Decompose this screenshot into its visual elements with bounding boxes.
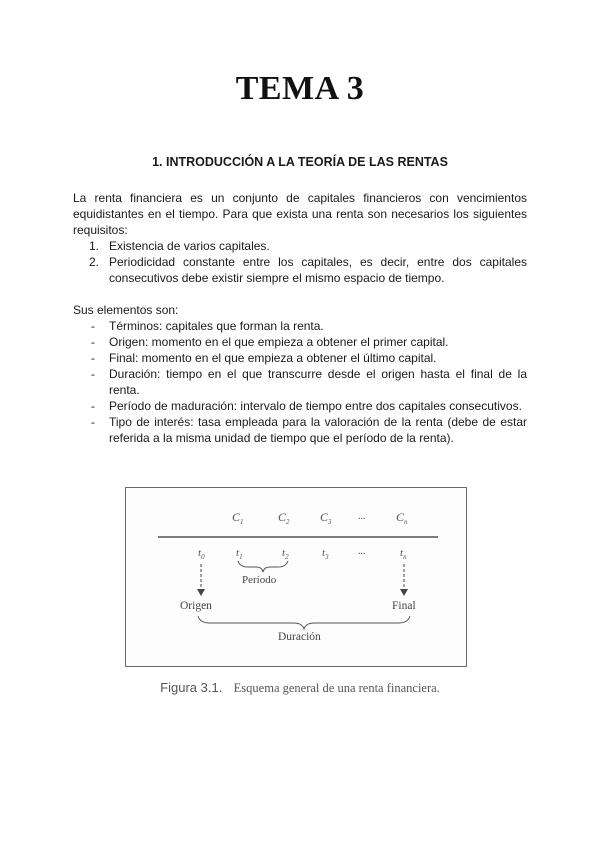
time-t2: $t_2$ [282, 547, 289, 561]
bullet-dash: - [91, 319, 95, 333]
origen-arrow-head [197, 589, 205, 596]
bullet-dash: - [91, 335, 95, 349]
origen-label: Origen [180, 600, 212, 612]
time-t3: $t_3$ [322, 547, 329, 561]
list-item [73, 398, 527, 414]
requirements-list [73, 238, 527, 286]
list-item-text: Periodicidad constante entre los capitales, es decir, entre dos capitales consecutivos debe existir siempre el mismo espacio de tiempo. [109, 255, 527, 285]
capital-c1: $C_1$ [232, 510, 244, 526]
list-item [73, 350, 527, 366]
duracion-brace [198, 616, 410, 629]
bullet-dash: - [91, 415, 95, 429]
final-arrow-head [400, 589, 408, 596]
periodo-label: Período [242, 574, 277, 586]
elements-intro: Sus elementos son: [73, 303, 179, 317]
section-heading: 1. INTRODUCCIÓN A LA TEORÍA DE LAS RENTAS [152, 155, 448, 169]
page-title: TEMA 3 [235, 70, 365, 107]
list-item [73, 238, 527, 254]
time-tn: $t_n$ [400, 547, 407, 561]
list-number: 2. [89, 255, 100, 269]
list-item-text: Final: momento en el que empieza a obtener el último capital. [109, 351, 437, 365]
final-label: Final [392, 600, 416, 612]
figure-caption-text: Esquema general de una renta financiera. [233, 681, 440, 695]
intro-paragraph: La renta financiera es un conjunto de capitales financieros con vencimientos equidistantes en el tiempo. Para que exista una renta son necesarios los siguientes requisitos: [73, 191, 527, 237]
list-item-text: Duración: tiempo en el que transcurre desde el origen hasta el final de la renta. [109, 367, 527, 397]
capital-c3: $C_3$ [320, 510, 332, 526]
list-item [73, 318, 527, 334]
figure-number: Figura 3.1. [160, 680, 223, 695]
renta-diagram [125, 487, 467, 667]
time-ellipsis: ... [358, 546, 366, 557]
elements-list [73, 318, 527, 446]
capital-c2: $C_2$ [278, 510, 290, 526]
list-item [73, 254, 527, 286]
bullet-dash: - [91, 351, 95, 365]
bullet-dash: - [91, 367, 95, 381]
capital-cn: $C_n$ [396, 510, 408, 526]
periodo-brace [238, 561, 288, 572]
time-t0: $t_0$ [198, 547, 205, 561]
list-number: 1. [89, 239, 100, 253]
list-item [73, 414, 527, 446]
list-item-text: Existencia de varios capitales. [109, 239, 270, 253]
list-item [73, 334, 527, 350]
duracion-label: Duración [278, 631, 321, 643]
list-item-text: Origen: momento en el que empieza a obtener el primer capital. [109, 335, 449, 349]
list-item [73, 366, 527, 398]
list-item-text: Período de maduración: intervalo de tiempo entre dos capitales consecutivos. [109, 399, 522, 413]
figure-caption [0, 680, 600, 696]
list-item-text: Tipo de interés: tasa empleada para la valoración de la renta (debe de estar referida a la misma unidad de tiempo que el período de la renta). [109, 415, 527, 445]
renta-diagram-svg [126, 488, 466, 666]
bullet-dash: - [91, 399, 95, 413]
capital-ellipsis: ... [358, 511, 366, 522]
list-item-text: Términos: capitales que forman la renta. [109, 319, 324, 333]
time-t1: $t_1$ [236, 547, 243, 561]
